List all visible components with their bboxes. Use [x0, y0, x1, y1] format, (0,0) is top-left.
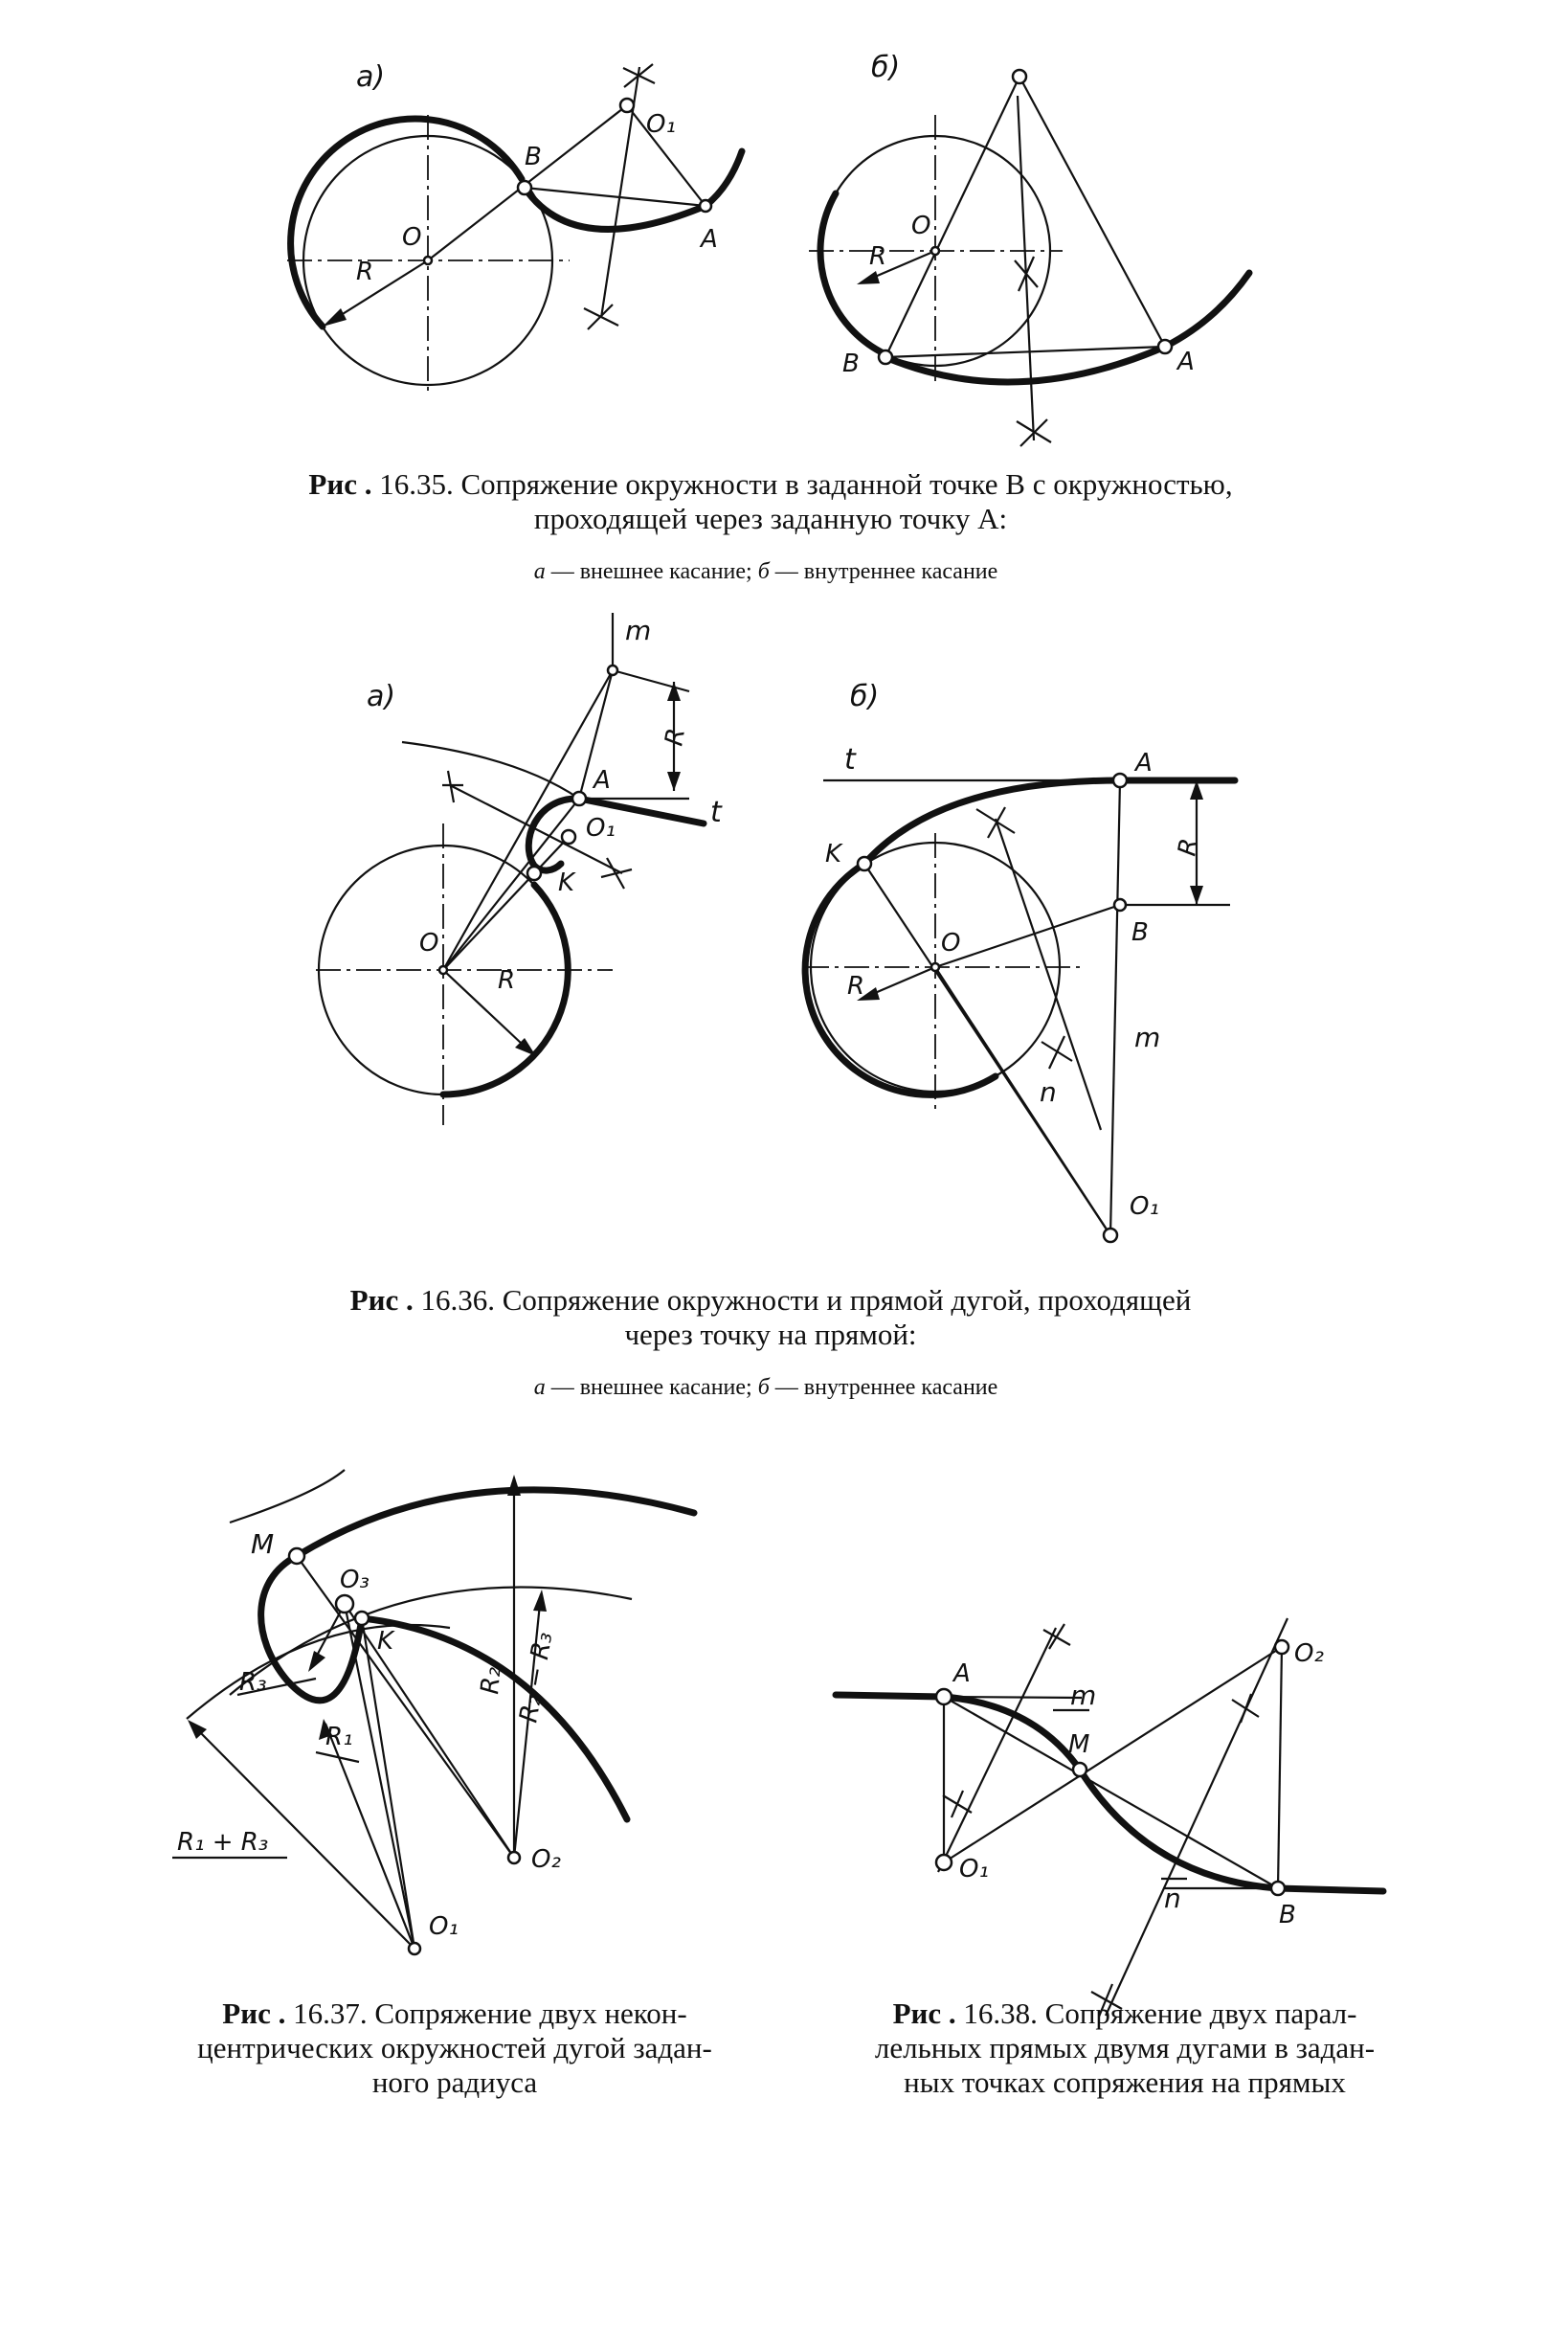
- point-o1: [620, 99, 634, 112]
- panel-tag-b: б): [871, 51, 901, 84]
- legend-a-text: — внешнее касание;: [550, 1375, 752, 1400]
- figure-16-38: [836, 1618, 1383, 2017]
- point-o: [931, 247, 939, 255]
- legend-b-mark: б: [757, 559, 770, 584]
- perp-b-o2: [1278, 1647, 1282, 1888]
- caption-16-37: [144, 1996, 766, 2100]
- caption-line-2: центрических окружностей дугой задан-: [197, 2031, 712, 2064]
- point-a: [936, 1689, 952, 1704]
- figure-16-35-b: [809, 51, 1249, 446]
- caption-line-2: лельных прямых двумя дугами в задан-: [874, 2031, 1376, 2064]
- point-o1: [1104, 1229, 1117, 1242]
- point-m: [1073, 1763, 1086, 1776]
- r-dim-arrow-top: [667, 682, 681, 701]
- bisector-n: [1106, 1618, 1288, 2016]
- caption-line-1: [814, 1996, 1436, 2031]
- upper-line: [836, 1695, 944, 1697]
- caption-16-36: [172, 1283, 1369, 1352]
- label-r3: R₃: [239, 1668, 267, 1697]
- label-o1: O₁: [646, 110, 676, 139]
- legend-16-35: [287, 559, 1244, 585]
- legend-a-mark: а: [533, 1375, 546, 1400]
- point-k: [355, 1612, 369, 1625]
- radius-arrowhead: [857, 271, 880, 284]
- label-a: A: [701, 225, 718, 254]
- label-r: R: [498, 966, 516, 995]
- label-b: B: [1131, 918, 1149, 947]
- point-o: [931, 963, 939, 971]
- label-r2-minus-r3: R₂ − R₃: [514, 1630, 559, 1726]
- label-r: R: [869, 242, 887, 271]
- point-a: [572, 792, 586, 805]
- legend-b-text: — внутреннее касание: [774, 559, 998, 584]
- label-b: B: [842, 350, 860, 378]
- label-n: n: [1040, 1076, 1057, 1108]
- point-o: [424, 257, 432, 264]
- caption-text: Сопряжение двух парал-: [1044, 1996, 1357, 2030]
- point-a: [1158, 340, 1172, 353]
- chord-ba: [885, 347, 1165, 357]
- label-r: R: [356, 258, 374, 286]
- legend-a-text: — внешнее касание;: [550, 559, 752, 584]
- panel-tag-b: б): [850, 680, 880, 713]
- point-k: [858, 857, 871, 870]
- point-b: [879, 350, 892, 364]
- label-o1: O₁: [1130, 1192, 1159, 1221]
- figure-16-36-a: [316, 613, 723, 1125]
- construction-arc-top: [230, 1470, 345, 1523]
- label-m-line: m: [1070, 1680, 1097, 1711]
- label-o2: O₂: [531, 1845, 561, 1874]
- point-o: [439, 966, 447, 974]
- caption-16-35: [172, 467, 1369, 536]
- figure-16-36-b: [804, 680, 1235, 1242]
- point-o1: [936, 1855, 952, 1870]
- circle-o2-arc: [297, 1490, 694, 1556]
- radius-r: [330, 260, 428, 322]
- label-o1: O₁: [959, 1855, 989, 1884]
- label-a: A: [953, 1659, 971, 1688]
- label-k: K: [825, 840, 842, 868]
- cross-right: [601, 858, 632, 889]
- caption-line-2: проходящей через заданную точку A:: [533, 502, 1008, 535]
- caption-16-38: [814, 1996, 1436, 2100]
- label-o3: O₃: [340, 1566, 370, 1594]
- line-o-o1: [935, 967, 1110, 1235]
- r2-minus-r3-arrowhead: [533, 1590, 547, 1612]
- point-o3: [336, 1595, 353, 1613]
- label-o1: O₁: [586, 814, 616, 843]
- point-o1: [1013, 70, 1026, 83]
- caption-prefix: Рис .: [308, 467, 372, 501]
- caption-text: Сопряжение окружности в заданной точке B с окружностью,: [460, 467, 1233, 501]
- label-t: t: [710, 796, 722, 829]
- label-k: K: [377, 1627, 394, 1656]
- cross-top: [976, 807, 1015, 838]
- label-m: M: [251, 1528, 275, 1560]
- label-r1-plus-r3: R₁ + R₃: [177, 1828, 269, 1857]
- caption-line-2: через точку на прямой:: [624, 1318, 917, 1351]
- label-r2: R₂: [476, 1665, 507, 1696]
- point-b: [518, 181, 531, 194]
- legend-a-mark: а: [533, 559, 546, 584]
- line-m: [1110, 780, 1120, 1235]
- r2-arrowhead: [507, 1475, 521, 1496]
- caption-line-1: [172, 467, 1369, 502]
- point-m: [608, 665, 617, 675]
- radius-arrowhead: [323, 308, 347, 327]
- label-m: m: [1134, 1022, 1161, 1053]
- point-o1: [409, 1943, 420, 1954]
- figure-16-37: [172, 1470, 694, 1954]
- label-m: m: [625, 615, 652, 646]
- legend-16-36: [287, 1375, 1244, 1401]
- point-m: [289, 1548, 304, 1564]
- label-k: K: [558, 868, 575, 897]
- construction-arc-r1-plus-r3: [187, 1625, 450, 1719]
- given-circle-visible-arc: [805, 864, 996, 1094]
- line-o1-b: [885, 77, 1019, 357]
- cross-n-top: [1232, 1694, 1259, 1723]
- line-o1-a: [1019, 77, 1165, 347]
- caption-line-1: [172, 1283, 1369, 1318]
- point-k: [527, 867, 541, 880]
- panel-tag-a: а): [356, 60, 386, 94]
- caption-number: 16.36.: [420, 1283, 495, 1317]
- legend-b-mark: б: [757, 1375, 770, 1400]
- line-a-b: [944, 1697, 1278, 1888]
- circle-o1-arc: [362, 1618, 627, 1819]
- label-o1: O₁: [429, 1912, 459, 1941]
- caption-line-1: [144, 1996, 766, 2031]
- caption-line-3: ных точках сопряжения на прямых: [904, 2065, 1346, 2099]
- label-t: t: [844, 743, 856, 777]
- point-o2: [508, 1852, 520, 1863]
- point-b: [1114, 899, 1126, 911]
- lower-line: [1278, 1888, 1383, 1891]
- caption-prefix: Рис .: [892, 1996, 956, 2030]
- label-a: A: [594, 766, 611, 795]
- point-b: [1271, 1882, 1285, 1895]
- label-n: n: [1164, 1883, 1181, 1914]
- r-dim-arrow-bottom: [1190, 886, 1203, 905]
- chord-ba: [525, 188, 706, 206]
- cross-bottom: [1042, 1036, 1072, 1069]
- label-r-top: R: [660, 726, 692, 749]
- label-b: B: [525, 143, 542, 171]
- caption-number: 16.37.: [293, 1996, 368, 2030]
- caption-text: Сопряжение двух некон-: [374, 1996, 687, 2030]
- r3-arrowhead: [308, 1651, 325, 1672]
- label-o: O: [402, 223, 422, 252]
- point-a: [1113, 774, 1127, 787]
- caption-line-3: ного радиуса: [371, 2065, 538, 2099]
- label-b: B: [1279, 1901, 1296, 1929]
- r-dim-arrow-bottom: [667, 772, 681, 791]
- point-a: [700, 200, 711, 212]
- label-r-top: R: [1173, 836, 1205, 859]
- caption-number: 16.35.: [379, 467, 454, 501]
- label-r1: R₁: [325, 1723, 353, 1751]
- label-a: A: [1177, 348, 1195, 376]
- label-o: O: [419, 929, 439, 958]
- label-o2: O₂: [1294, 1639, 1324, 1668]
- label-r: R: [847, 972, 865, 1001]
- caption-number: 16.38.: [963, 1996, 1038, 2030]
- panel-tag-a: а): [367, 680, 396, 713]
- figure-16-35-a: [287, 60, 742, 393]
- construction-arc-t: [402, 742, 579, 799]
- caption-prefix: Рис .: [349, 1283, 414, 1317]
- bisector-cross-bottom: [584, 305, 618, 329]
- label-a: A: [1135, 749, 1153, 778]
- point-o2: [1275, 1640, 1288, 1654]
- tangent-arc-k-a: [864, 780, 1120, 864]
- label-o: O: [911, 212, 931, 240]
- r-ext-top: [613, 670, 689, 691]
- caption-prefix: Рис .: [222, 1996, 286, 2030]
- caption-text: Сопряжение окружности и прямой дугой, проходящей: [502, 1283, 1192, 1317]
- legend-b-text: — внутреннее касание: [774, 1375, 998, 1400]
- label-m-point: M: [1068, 1730, 1090, 1759]
- label-o: O: [941, 929, 961, 958]
- point-o1: [562, 830, 575, 844]
